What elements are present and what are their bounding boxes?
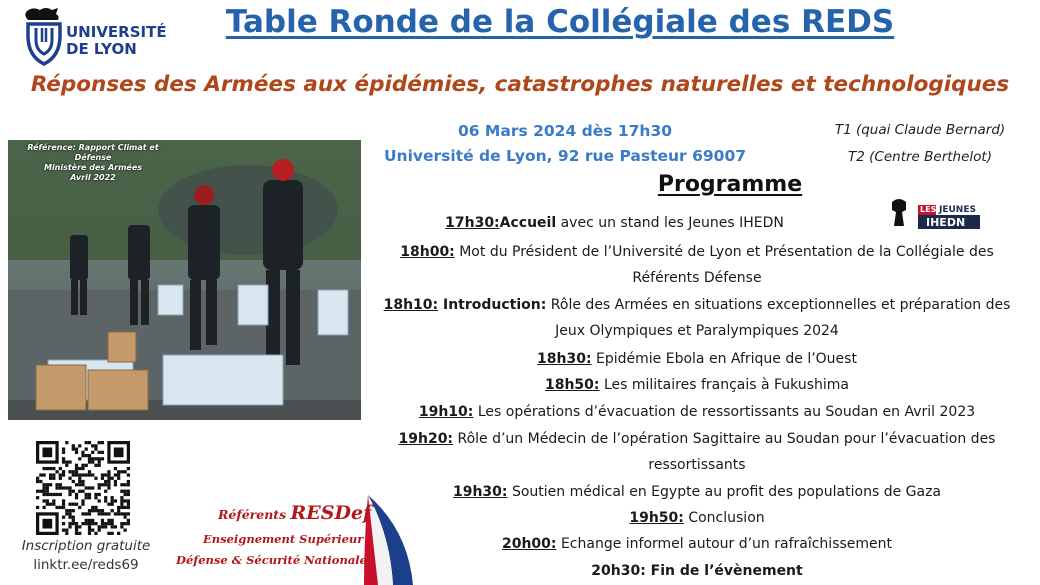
lion-shield-icon xyxy=(22,6,66,68)
programme-item xyxy=(362,536,1032,552)
programme-text: Echange informel autour d’un rafraîchissement xyxy=(556,536,893,552)
programme-title: Programme xyxy=(657,172,803,197)
programme-time: 19h30: xyxy=(452,484,508,500)
programme-item xyxy=(362,270,1032,286)
programme-item xyxy=(362,377,1032,393)
event-date: 06 Mars 2024 dès 17h30 xyxy=(457,122,673,140)
page-subtitle: Réponses des Armées aux épidémies, catastrophes naturelles et technologiques xyxy=(30,72,1010,97)
logo-line2: DE LYON xyxy=(66,40,137,58)
programme-highlight: Accueil xyxy=(499,215,557,231)
logo-line1: UNIVERSITÉ xyxy=(66,23,167,41)
programme-item xyxy=(362,510,1032,526)
ihedn-les: LES xyxy=(920,205,937,214)
programme-text: Les militaires français à Fukushima xyxy=(599,377,850,393)
resdef-title xyxy=(218,502,371,524)
programme-item xyxy=(362,457,1032,473)
page-title: Table Ronde de la Collégiale des REDS xyxy=(225,4,895,40)
programme-time: 18h00: xyxy=(400,244,455,260)
programme-item xyxy=(362,351,1032,367)
ihedn-jeunes: JEUNES xyxy=(939,205,976,215)
programme-text: ressortissants xyxy=(648,457,746,473)
programme-text: Les opérations d’évacuation de ressortissants au Soudan en Avril 2023 xyxy=(473,404,976,420)
campus-t1: T1 (quai Claude Bernard) xyxy=(834,122,1006,138)
programme-item xyxy=(362,431,1032,447)
programme-item xyxy=(362,297,1032,313)
jeunes-ihedn-logo xyxy=(884,196,980,232)
photo-caption xyxy=(18,143,168,183)
programme-text: Rôle des Armées en situations exceptionnelles et préparation des xyxy=(546,297,1011,313)
resdef-name: RESDef xyxy=(290,502,372,524)
programme-item xyxy=(362,323,1032,339)
programme-item xyxy=(362,404,1032,420)
programme-time: 18h50: xyxy=(544,377,600,393)
programme-text: Référents Défense xyxy=(632,270,762,286)
programme-text: Jeux Olympiques et Paralympiques 2024 xyxy=(555,323,839,339)
registration-link[interactable]: linktr.ee/reds69 xyxy=(33,557,139,573)
event-address: Université de Lyon, 92 rue Pasteur 69007 xyxy=(383,147,747,165)
programme-text: Epidémie Ebola en Afrique de l’Ouest xyxy=(591,351,857,367)
programme-time: 17h30: xyxy=(445,215,500,231)
university-name xyxy=(66,24,167,58)
resdef-logo xyxy=(168,490,423,585)
resdef-line2: Enseignement Supérieur xyxy=(203,532,364,546)
universite-de-lyon-logo xyxy=(22,6,172,68)
programme-time: 18h30: xyxy=(537,351,592,367)
qr-code[interactable] xyxy=(36,441,130,535)
campus-t2: T2 (Centre Berthelot) xyxy=(848,149,992,165)
photo-caption-line1: Référence: Rapport Climat et Défense xyxy=(27,143,159,162)
programme-item xyxy=(362,484,1032,500)
resdef-referents: Référents xyxy=(218,507,291,522)
programme-text: Conclusion xyxy=(683,510,765,526)
programme-highlight: 20h30: Fin de l’évènement xyxy=(591,563,803,579)
programme-text: Soutien médical en Egypte au profit des populations de Gaza xyxy=(507,484,941,500)
photo-caption-line3: Avril 2022 xyxy=(70,173,116,182)
ihedn-name: IHEDN xyxy=(926,216,966,229)
programme-text: avec un stand les Jeunes IHEDN xyxy=(556,215,784,231)
programme-item xyxy=(362,563,1032,579)
inscription-text: Inscription gratuite xyxy=(21,538,151,554)
programme-time: 20h00: xyxy=(501,536,557,552)
programme-time: 19h50: xyxy=(629,510,684,526)
programme-time: 19h10: xyxy=(418,404,474,420)
programme-time: 18h10: xyxy=(383,297,439,313)
programme-text: Mot du Président de l’Université de Lyon et Présentation de la Collégiale des xyxy=(454,244,994,260)
resdef-line3: Défense & Sécurité Nationale xyxy=(176,553,367,567)
programme-item xyxy=(362,244,1032,260)
programme-time: 19h20: xyxy=(398,431,454,447)
programme-highlight: Introduction: xyxy=(438,297,547,313)
photo-caption-line2: Ministère des Armées xyxy=(43,163,143,172)
programme-text: Rôle d’un Médecin de l’opération Sagittaire au Soudan pour l’évacuation des xyxy=(453,431,996,447)
soldiers-photo xyxy=(8,140,361,420)
programme-item xyxy=(362,215,867,231)
